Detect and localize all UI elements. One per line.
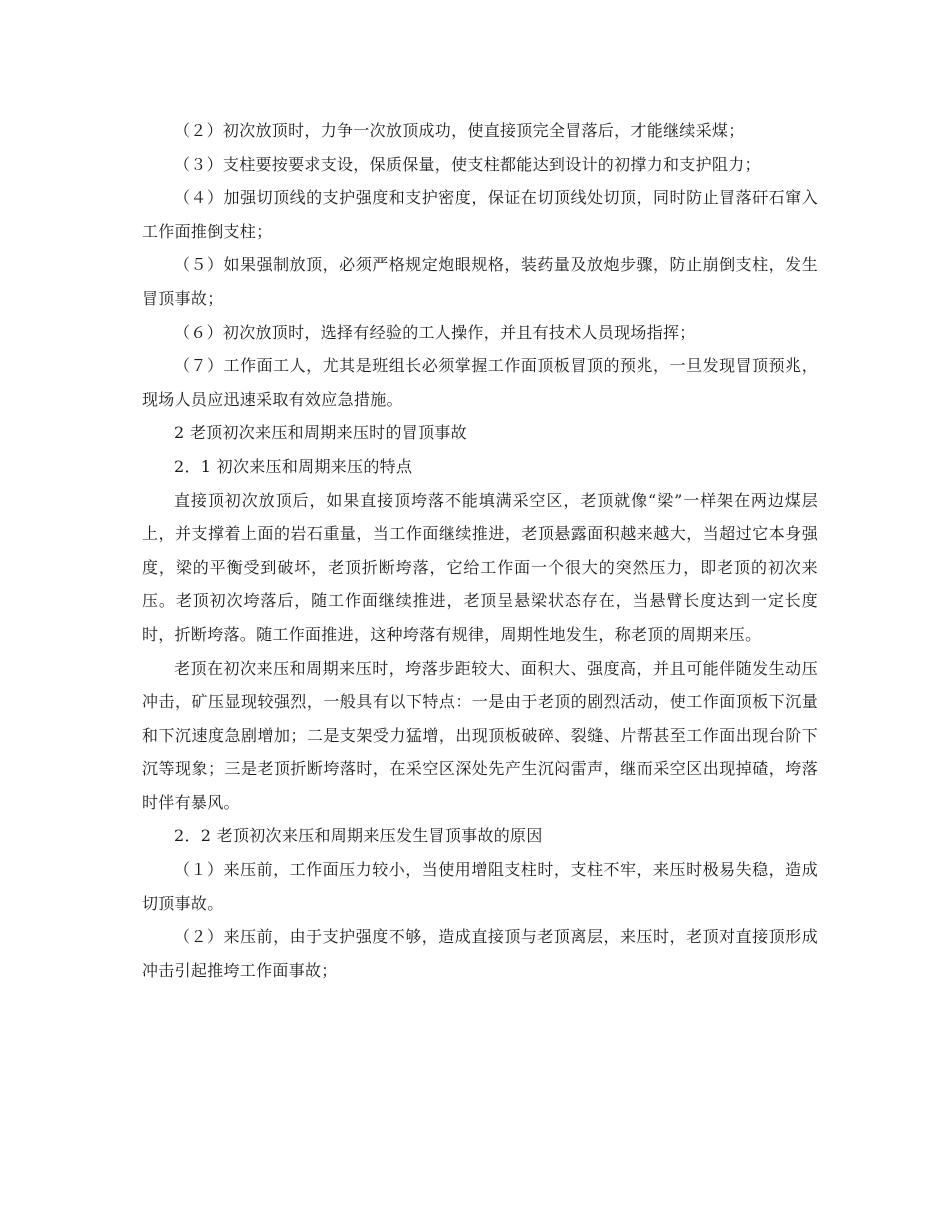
paragraph-item-5: （５）如果强制放顶，必须严格规定炮眼规格，装药量及放炮步骤，防止崩倒支柱，发生冒顶事故； bbox=[142, 255, 818, 308]
subsection-heading-2-1: 2．1 初次来压和周期来压的特点 bbox=[174, 456, 413, 476]
document-body bbox=[142, 114, 818, 987]
paragraph-initial-pressure: 直接顶初次放顶后，如果直接顶垮落不能填满采空区，老顶就像“梁”一样架在两边煤层上，并支撑着上面的岩石重量，当工作面继续推进，老顶悬露面积越来越大，当超过它本身强度，梁的平衡受到破坏，老顶折断垮落，它给工作面一个很大的突然压力，即老顶的初次来压。老顶初次垮落后，随工作面继续推进，老顶呈悬梁状态存在，当悬臂长度达到一定长度时，折断垮落。随工作面推进，这种垮落有规律，周期性地发生，称老顶的周期来压。 bbox=[142, 490, 818, 644]
section-heading-2: 2 老顶初次来压和周期来压时的冒顶事故 bbox=[174, 423, 467, 443]
paragraph-item-2: （２）初次放顶时，力争一次放顶成功，使直接顶完全冒落后，才能继续采煤； bbox=[174, 121, 745, 140]
paragraph-item-3: （３）支柱要按要求支设，保质保量，使支柱都能达到设计的初撑力和支护阻力； bbox=[174, 154, 761, 174]
paragraph-item-6: （６）初次放顶时，选择有经验的工人操作，并且有技术人员现场指挥； bbox=[174, 322, 696, 342]
paragraph-item-7: （７）工作面工人，尤其是班组长必须掌握工作面顶板冒顶的预兆，一旦发现冒顶预兆，现场人员应迅速采取有效应急措施。 bbox=[142, 356, 818, 409]
paragraph-cause-1: （１）来压前，工作面压力较小，当使用增阻支柱时，支柱不牢，来压时极易失稳，造成切顶事故。 bbox=[142, 860, 818, 913]
paragraph-cause-2: （２）来压前，由于支护强度不够，造成直接顶与老顶离层，来压时，老顶对直接顶形成冲击引起推垮工作面事故； bbox=[142, 927, 818, 980]
paragraph-item-4: （４）加强切顶线的支护强度和支护密度，保证在切顶线处切顶，同时防止冒落矸石窜入工作面推倒支柱； bbox=[142, 188, 818, 241]
subsection-heading-2-2: 2．2 老顶初次来压和周期来压发生冒顶事故的原因 bbox=[174, 826, 543, 846]
paragraph-pressure-features: 老顶在初次来压和周期来压时，垮落步距较大、面积大、强度高，并且可能伴随发生动压冲击，矿压显现较强烈，一般具有以下特点：一是由于老顶的剧烈活动，使工作面顶板下沉量和下沉速度急剧增加；二是支架受力猛增，出现顶板破碎、裂缝、片帮甚至工作面出现台阶下沉等现象；三是老顶折断垮落时，在采空区深处先产生沉闷雷声，继而采空区出现掉碴，垮落时伴有暴风。 bbox=[142, 658, 818, 812]
